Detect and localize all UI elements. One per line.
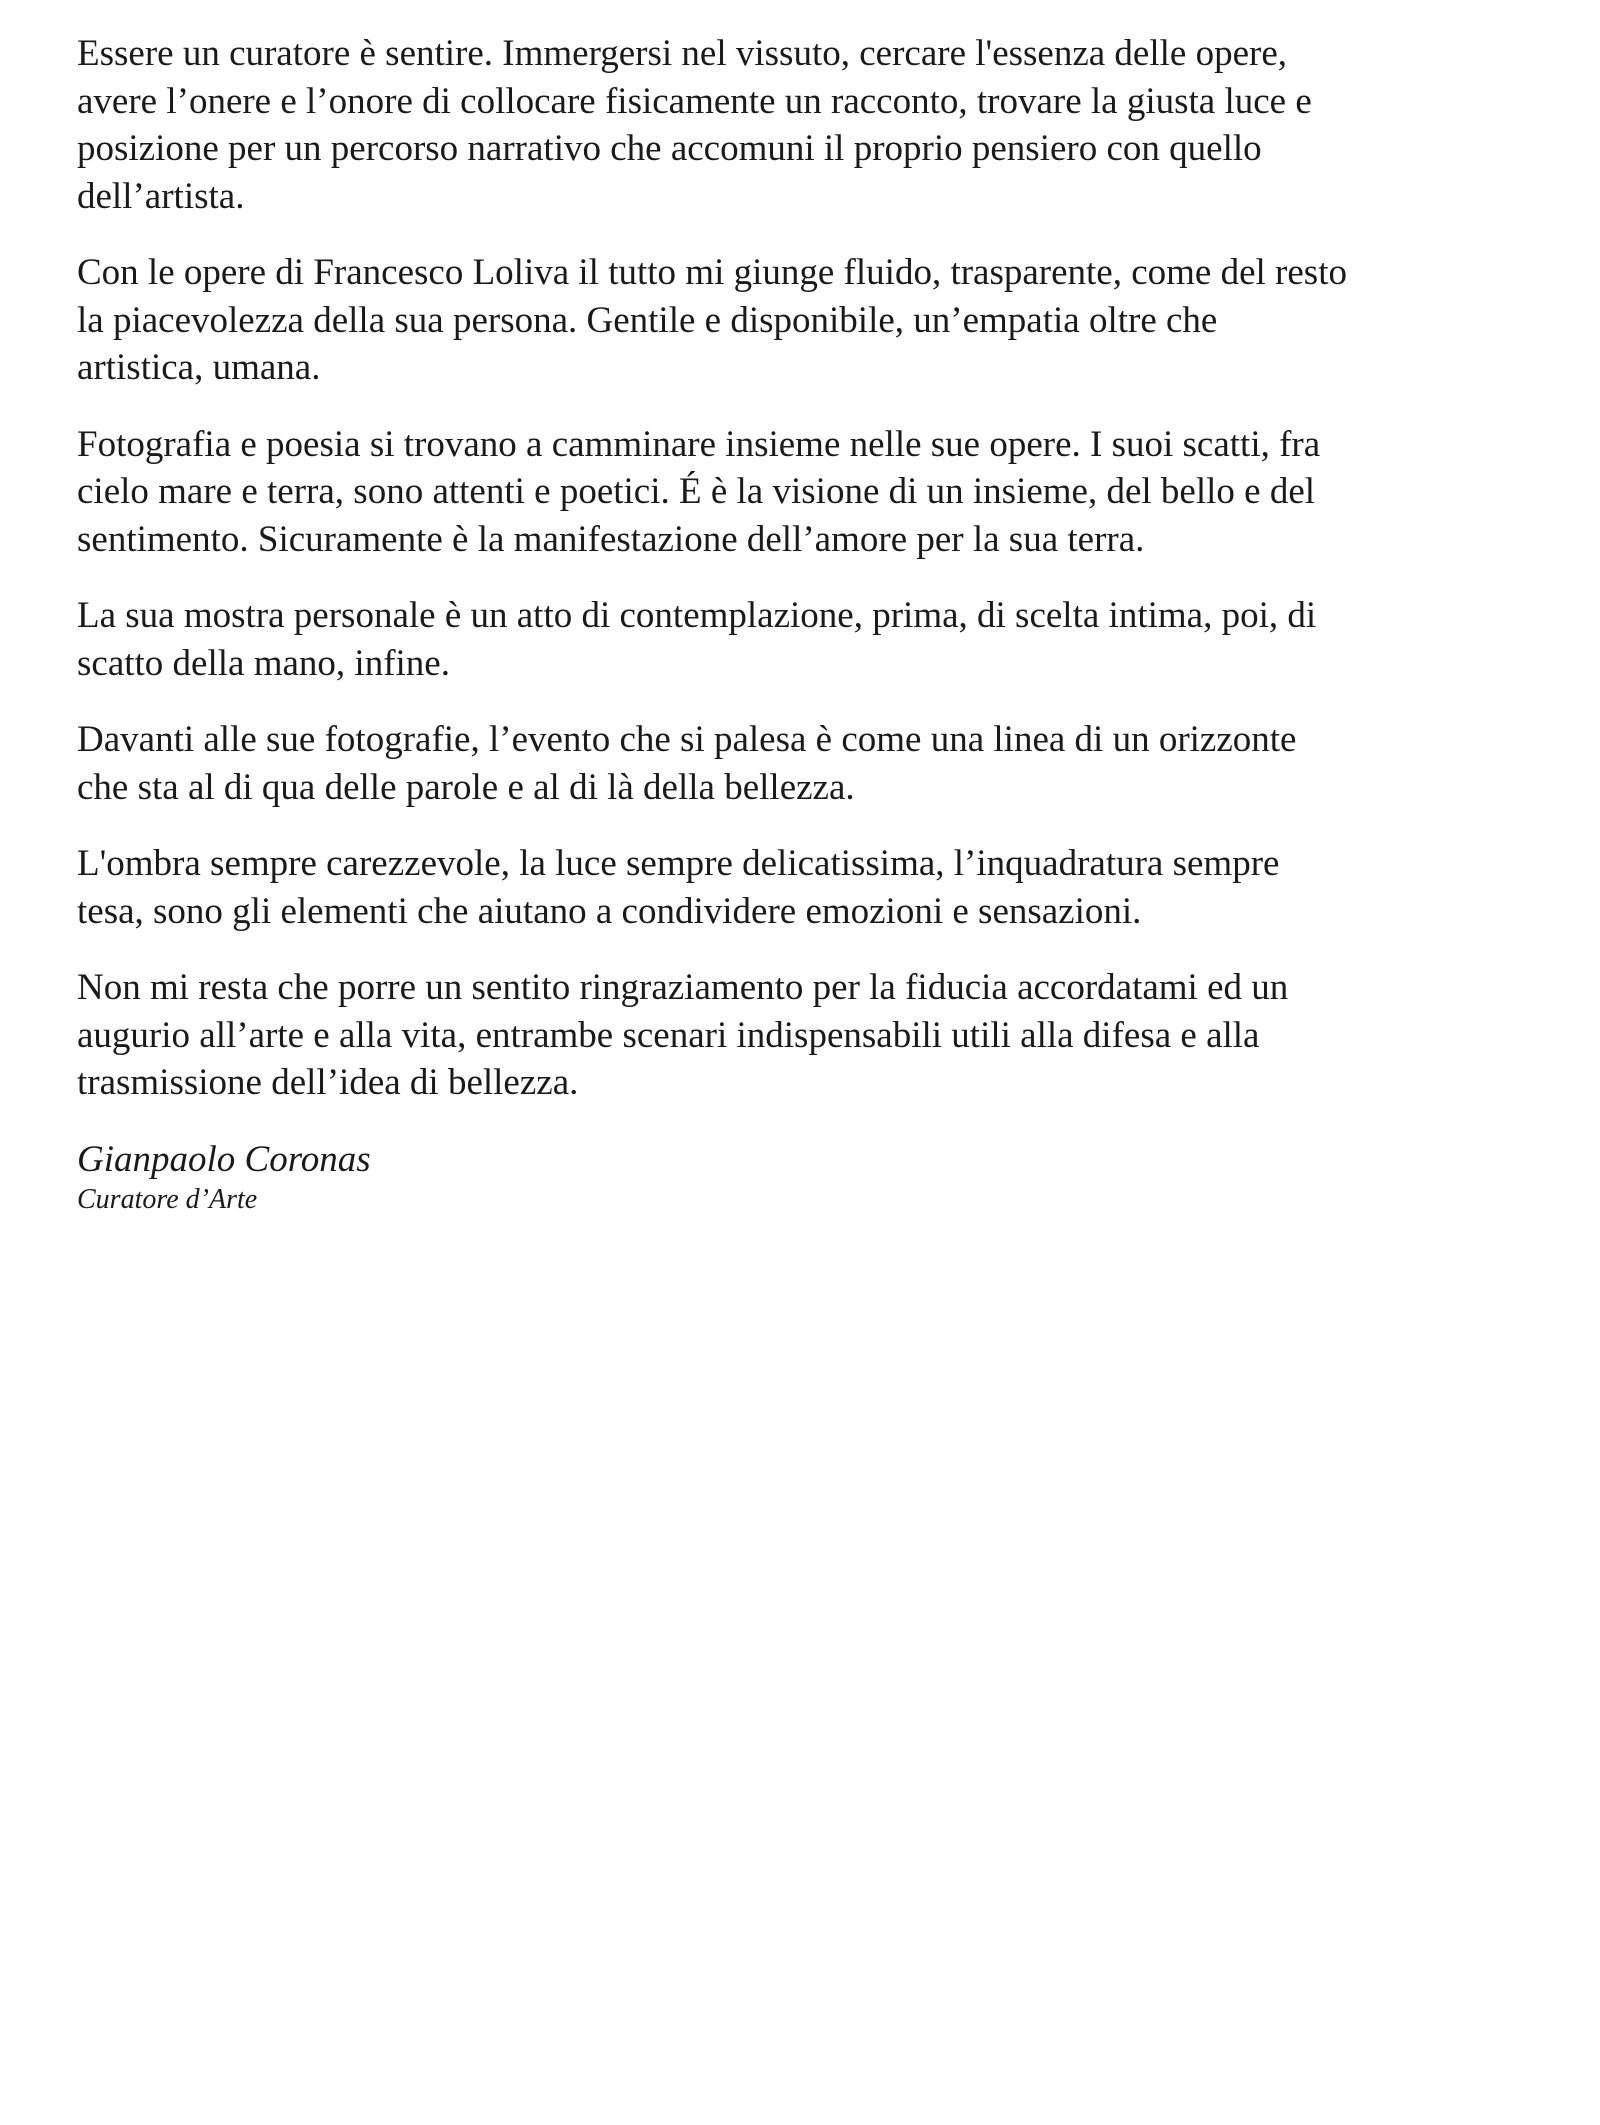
signature-role: Curatore d’Arte bbox=[77, 1183, 258, 1215]
paragraph-light-shadow: L'ombra sempre carezzevole, la luce sempre delicatissima, l’inquadratura sempre tesa, sono gli elementi che aiutano a condividere emozioni e sensazioni. bbox=[77, 843, 1280, 932]
paragraph-artist: Con le opere di Francesco Loliva il tutto mi giunge fluido, trasparente, come del resto la piacevolezza della sua persona. Gentile e disponibile, un’empatia oltre che artistica, umana. bbox=[77, 252, 1347, 388]
paragraph-thanks: Non mi resta che porre un sentito ringraziamento per la fiducia accordatami ed un augurio all’arte e alla vita, entrambe scenari indispensabili utili alla difesa e alla trasmissione dell’idea di bellezza. bbox=[77, 967, 1289, 1103]
document-page bbox=[77, 30, 1547, 1217]
paragraph-photographs: Davanti alle sue fotografie, l’evento che si palesa è come una linea di un orizzonte che sta al di qua delle parole e al di là della bellezza. bbox=[77, 719, 1297, 808]
paragraph-photography-poetry: Fotografia e poesia si trovano a camminare insieme nelle sue opere. I suoi scatti, fra cielo mare e terra, sono attenti e poetici. É è la visione di un insieme, del bello e del sentimento. Sicuramente è la manifestazione dell’amore per la sua terra. bbox=[77, 423, 1321, 560]
paragraph-exhibition: La sua mostra personale è un atto di contemplazione, prima, di scelta intima, poi, di scatto della mano, infine. bbox=[77, 595, 1317, 684]
signature-name: Gianpaolo Coronas bbox=[77, 1138, 371, 1180]
paragraph-intro: Essere un curatore è sentire. Immergersi nel vissuto, cercare l'essenza delle opere, avere l’onere e l’onore di collocare fisicamente un racconto, trovare la giusta luce e posizione per un percorso narrativo che accomuni il proprio pensiero con quello dell’artista. bbox=[77, 33, 1312, 217]
